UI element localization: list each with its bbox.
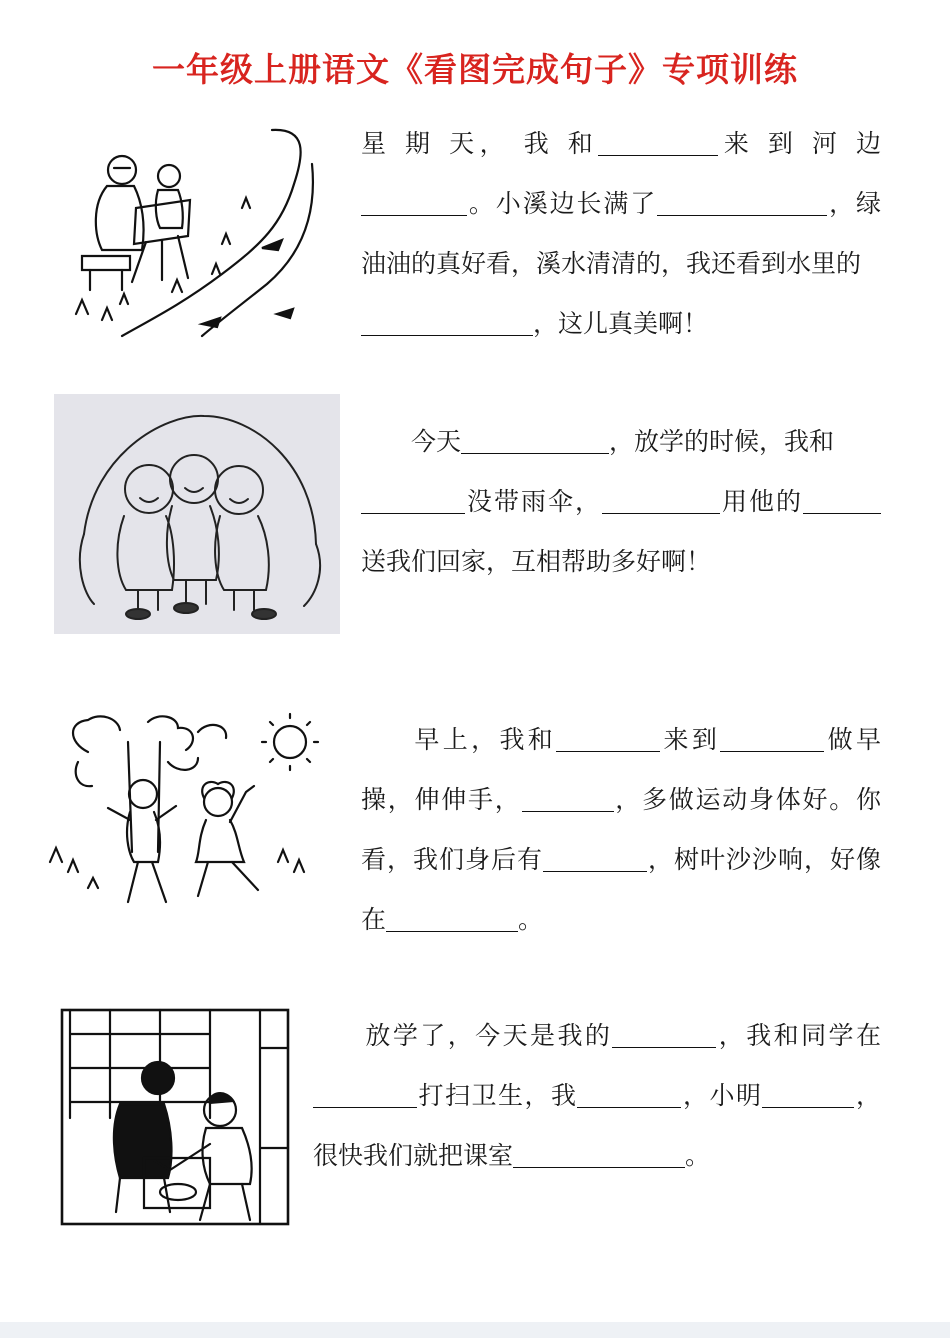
answer-blank[interactable] — [313, 1081, 417, 1108]
answer-blank[interactable] — [612, 1021, 716, 1048]
text-line — [313, 1066, 881, 1126]
answer-blank[interactable] — [513, 1141, 685, 1168]
sentence-fragment: 打扫卫生，我 — [417, 1081, 578, 1110]
sentence-fragment: ， — [854, 1081, 881, 1110]
sentence-fragment: 很快我们就把课室 — [313, 1141, 514, 1170]
sentence-fragment: 。小溪边长满了 — [467, 189, 658, 218]
sentence-fragment: 星 期 天， 我 和 — [361, 129, 599, 158]
text-line — [313, 1126, 881, 1186]
sentence-fragment: 放学了，今天是我的 — [363, 1021, 613, 1050]
sentence-fragment: ，我和同学在 — [716, 1021, 881, 1050]
page-title: 一年级上册语文《看图完成句子》专项训练 — [152, 50, 798, 89]
exercise-1-picture — [62, 124, 327, 342]
sentence-fragment: 看，我们身后有 — [361, 845, 543, 874]
text-line — [361, 174, 881, 234]
answer-blank[interactable] — [361, 487, 465, 514]
sentence-fragment: ，多做运动身体好。你 — [613, 785, 881, 814]
answer-blank[interactable] — [361, 309, 533, 336]
text-line — [361, 234, 881, 294]
answer-blank[interactable] — [386, 905, 518, 932]
exercise-2-text — [361, 412, 881, 592]
exercise-3-text — [361, 710, 881, 950]
sentence-fragment: 来到 — [660, 725, 721, 754]
text-line — [361, 294, 881, 354]
text-line — [361, 532, 881, 592]
text-line — [361, 890, 881, 950]
answer-blank[interactable] — [602, 487, 720, 514]
sentence-fragment: ，绿 — [827, 189, 881, 218]
text-line — [361, 830, 881, 890]
text-line — [361, 472, 881, 532]
exercise-4-picture — [60, 1008, 290, 1226]
sentence-fragment: 操，伸伸手， — [361, 785, 522, 814]
text-line — [361, 412, 881, 472]
sentence-fragment: ，树叶沙沙响，好像 — [647, 845, 881, 874]
answer-blank[interactable] — [720, 725, 824, 752]
text-line — [313, 1006, 881, 1066]
answer-blank[interactable] — [461, 427, 609, 454]
sentence-fragment: 做早 — [824, 725, 881, 754]
sentence-fragment: 来 到 河 边 — [718, 129, 881, 158]
sentence-fragment: 没带雨伞， — [465, 487, 602, 516]
sentence-fragment: 送我们回家，互相帮助多好啊！ — [361, 547, 712, 576]
answer-blank[interactable] — [361, 189, 467, 216]
sentence-fragment: 用他的 — [719, 487, 803, 516]
sentence-fragment: ，放学的时候，我和 — [609, 427, 835, 456]
exercise-2-picture — [54, 394, 340, 634]
answer-blank[interactable] — [598, 129, 718, 156]
sentence-fragment: ，小明 — [681, 1081, 763, 1110]
text-line — [361, 114, 881, 174]
answer-blank[interactable] — [762, 1081, 854, 1108]
answer-blank[interactable] — [522, 785, 614, 812]
exercise-4-text — [313, 1006, 881, 1186]
answer-blank[interactable] — [543, 845, 647, 872]
sentence-fragment: 在 — [361, 905, 387, 934]
sentence-fragment: 。 — [518, 905, 544, 934]
sentence-fragment: 早上，我和 — [411, 725, 557, 754]
exercise-1-text — [361, 114, 881, 354]
sentence-fragment: 油油的真好看，溪水清清的，我还看到水里的 — [361, 249, 862, 278]
text-line — [361, 770, 881, 830]
sentence-fragment: ，这儿真美啊！ — [533, 309, 709, 338]
answer-blank[interactable] — [657, 189, 827, 216]
answer-blank[interactable] — [577, 1081, 681, 1108]
text-line — [361, 710, 881, 770]
sentence-fragment: 。 — [685, 1141, 711, 1170]
page-bottom-edge — [0, 1322, 950, 1338]
sentence-fragment: 今天 — [411, 427, 462, 456]
answer-blank[interactable] — [803, 487, 881, 514]
exercise-3-picture — [48, 712, 320, 922]
answer-blank[interactable] — [556, 725, 660, 752]
